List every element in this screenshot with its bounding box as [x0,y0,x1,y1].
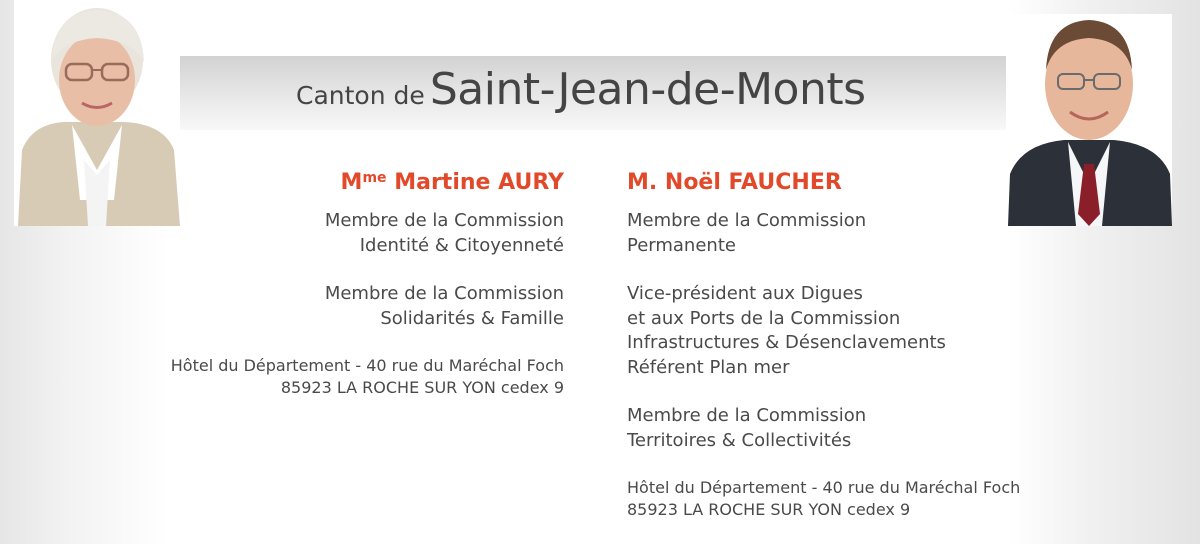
councillor-name: $M^{me}$ Martine AURY [340,170,564,195]
address: Hôtel du Département - 40 rue du Maréchal Foch 85923 LA ROCHE SUR YON cedex 9 [627,478,1021,519]
role-block: Membre de la Commission Permanente [627,210,867,256]
role-block: Membre de la Commission Solidarités & Famille [324,283,564,329]
role-block: Membre de la Commission Territoires & Collectivités [627,405,867,451]
title-prefix: Canton de [296,81,425,110]
councillor-name: M. Noël FAUCHER [627,170,842,195]
role-block: Membre de la Commission Identité & Citoyenneté [324,210,564,256]
councillor-left [144,170,564,399]
councillor-right [627,170,1047,521]
role-block: Vice-président aux Digues et aux Ports de la Commission Infrastructures & Désenclavements Référent Plan mer [627,283,946,378]
address: Hôtel du Département - 40 rue du Maréchal Foch 85923 LA ROCHE SUR YON cedex 9 [170,356,564,397]
page-title [296,64,866,115]
title-main: Saint-Jean-de-Monts [429,64,866,115]
